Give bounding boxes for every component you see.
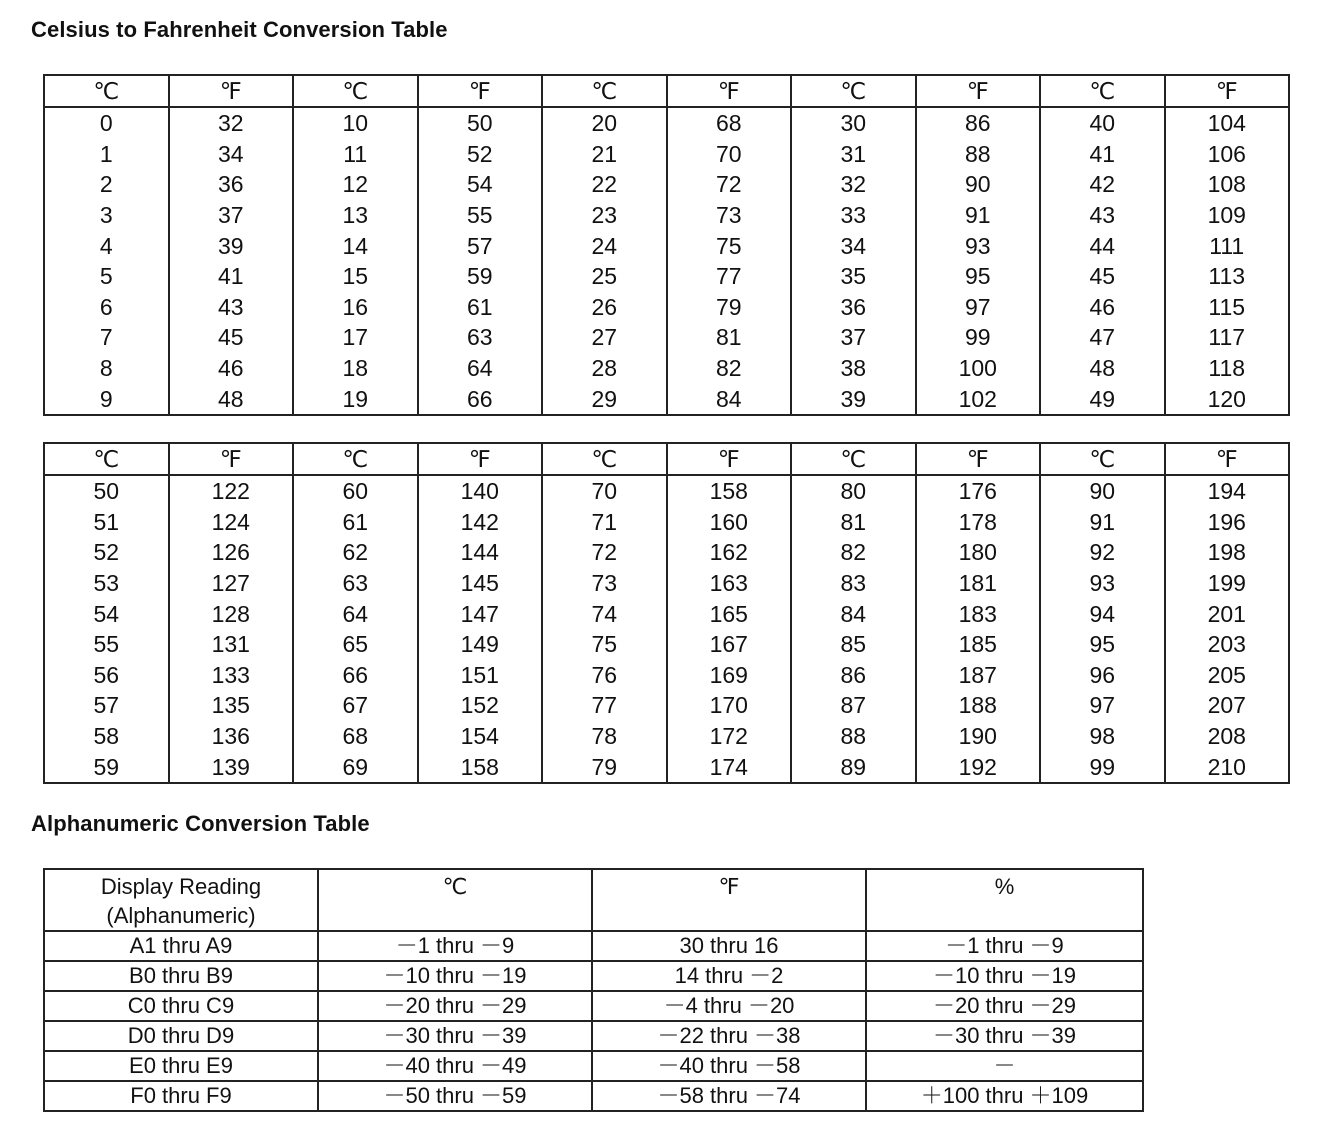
celsius-value-cell: 87 [791,690,916,721]
table-row [44,660,1289,691]
celsius-header-cell: ℃ [293,75,418,107]
fahrenheit-value-cell: 91 [916,200,1041,231]
celsius-header-cell: ℃ [1040,75,1165,107]
fahrenheit-header-cell: ℉ [916,443,1041,475]
fahrenheit-value-cell: 81 [667,322,792,353]
celsius-value-cell: 82 [791,537,916,568]
celsius-value-cell: 35 [791,261,916,292]
fahrenheit-value-cell: 72 [667,169,792,200]
fahrenheit-value-cell: 43 [169,292,294,323]
percent-range-cell: ＋100 thru ＋109 [866,1081,1143,1111]
celsius-value-cell: 42 [1040,169,1165,200]
celsius-value-cell: 91 [1040,507,1165,538]
fahrenheit-value-cell: 176 [916,475,1041,507]
celsius-value-cell: 39 [791,383,916,415]
fahrenheit-header-cell: ℉ [418,443,543,475]
table-header-row [44,443,1289,475]
celsius-value-cell: 63 [293,568,418,599]
celsius-value-cell: 60 [293,475,418,507]
celsius-value-cell: 31 [791,139,916,170]
fahrenheit-value-cell: 63 [418,322,543,353]
celsius-value-cell: 93 [1040,568,1165,599]
celsius-value-cell: 71 [542,507,667,538]
celsius-value-cell: 80 [791,475,916,507]
fahrenheit-value-cell: 139 [169,751,294,783]
table-header-row [44,869,1143,931]
celsius-value-cell: 23 [542,200,667,231]
table-row [44,322,1289,353]
fahrenheit-header-cell: ℉ [667,443,792,475]
celsius-value-cell: 10 [293,107,418,139]
fahrenheit-value-cell: 160 [667,507,792,538]
celsius-header-cell: ℃ [1040,443,1165,475]
celsius-value-cell: 86 [791,660,916,691]
celsius-value-cell: 47 [1040,322,1165,353]
fahrenheit-value-cell: 181 [916,568,1041,599]
fahrenheit-value-cell: 37 [169,200,294,231]
percent-range-cell: －30 thru －39 [866,1021,1143,1051]
fahrenheit-value-cell: 183 [916,598,1041,629]
percent-range-cell: －20 thru －29 [866,991,1143,1021]
fahrenheit-value-cell: 210 [1165,751,1290,783]
fahrenheit-value-cell: 128 [169,598,294,629]
celsius-value-cell: 48 [1040,353,1165,384]
celsius-value-cell: 56 [44,660,169,691]
celsius-value-cell: 54 [44,598,169,629]
fahrenheit-value-cell: 169 [667,660,792,691]
celsius-value-cell: 4 [44,230,169,261]
fahrenheit-header-cell: ℉ [418,75,543,107]
fahrenheit-value-cell: 151 [418,660,543,691]
celsius-value-cell: 16 [293,292,418,323]
celsius-value-cell: 74 [542,598,667,629]
table-row [44,751,1289,783]
fahrenheit-header-cell: ℉ [169,75,294,107]
fahrenheit-value-cell: 104 [1165,107,1290,139]
fahrenheit-value-cell: 144 [418,537,543,568]
celsius-value-cell: 19 [293,383,418,415]
celsius-value-cell: 37 [791,322,916,353]
fahrenheit-value-cell: 99 [916,322,1041,353]
fahrenheit-value-cell: 126 [169,537,294,568]
celsius-value-cell: 2 [44,169,169,200]
fahrenheit-value-cell: 88 [916,139,1041,170]
celsius-value-cell: 94 [1040,598,1165,629]
table-row [44,931,1143,961]
celsius-value-cell: 61 [293,507,418,538]
table-row [44,1081,1143,1111]
fahrenheit-value-cell: 162 [667,537,792,568]
celsius-value-cell: 28 [542,353,667,384]
celsius-value-cell: 46 [1040,292,1165,323]
celsius-value-cell: 65 [293,629,418,660]
table-row [44,690,1289,721]
fahrenheit-value-cell: 106 [1165,139,1290,170]
fahrenheit-value-cell: 142 [418,507,543,538]
fahrenheit-value-cell: 45 [169,322,294,353]
celsius-value-cell: 98 [1040,721,1165,752]
celsius-value-cell: 88 [791,721,916,752]
fahrenheit-value-cell: 118 [1165,353,1290,384]
fahrenheit-value-cell: 190 [916,721,1041,752]
celsius-range-cell: －30 thru －39 [318,1021,592,1051]
celsius-value-cell: 6 [44,292,169,323]
fahrenheit-value-cell: 131 [169,629,294,660]
fahrenheit-value-cell: 124 [169,507,294,538]
celsius-value-cell: 78 [542,721,667,752]
fahrenheit-value-cell: 145 [418,568,543,599]
fahrenheit-value-cell: 205 [1165,660,1290,691]
celsius-table-block-2 [43,442,1290,784]
display-reading-cell: A1 thru A9 [44,931,318,961]
celsius-header-cell: ℃ [791,75,916,107]
fahrenheit-value-cell: 207 [1165,690,1290,721]
fahrenheit-value-cell: 203 [1165,629,1290,660]
fahrenheit-value-cell: 167 [667,629,792,660]
fahrenheit-value-cell: 55 [418,200,543,231]
celsius-value-cell: 7 [44,322,169,353]
fahrenheit-value-cell: 46 [169,353,294,384]
celsius-value-cell: 24 [542,230,667,261]
fahrenheit-value-cell: 50 [418,107,543,139]
celsius-value-cell: 21 [542,139,667,170]
celsius-value-cell: 67 [293,690,418,721]
celsius-header-cell: ℃ [791,443,916,475]
fahrenheit-value-cell: 108 [1165,169,1290,200]
celsius-value-cell: 97 [1040,690,1165,721]
celsius-value-cell: 89 [791,751,916,783]
fahrenheit-value-cell: 152 [418,690,543,721]
celsius-value-cell: 36 [791,292,916,323]
fahrenheit-value-cell: 113 [1165,261,1290,292]
alpha-conversion-table [43,868,1144,1112]
alpha-table-title: Alphanumeric Conversion Table [31,811,370,836]
table-row [44,991,1143,1021]
table-row [44,629,1289,660]
fahrenheit-value-cell: 34 [169,139,294,170]
celsius-value-cell: 99 [1040,751,1165,783]
celsius-value-cell: 57 [44,690,169,721]
celsius-table-title: Celsius to Fahrenheit Conversion Table [31,17,448,42]
percent-range-cell: －10 thru －19 [866,961,1143,991]
fahrenheit-range-cell: 14 thru －2 [592,961,866,991]
fahrenheit-value-cell: 174 [667,751,792,783]
celsius-value-cell: 1 [44,139,169,170]
table-row [44,598,1289,629]
fahrenheit-value-cell: 140 [418,475,543,507]
table-row [44,537,1289,568]
fahrenheit-value-cell: 135 [169,690,294,721]
celsius-value-cell: 38 [791,353,916,384]
fahrenheit-value-cell: 201 [1165,598,1290,629]
celsius-value-cell: 44 [1040,230,1165,261]
fahrenheit-value-cell: 77 [667,261,792,292]
celsius-value-cell: 9 [44,383,169,415]
celsius-value-cell: 11 [293,139,418,170]
celsius-value-cell: 13 [293,200,418,231]
celsius-value-cell: 72 [542,537,667,568]
fahrenheit-value-cell: 61 [418,292,543,323]
celsius-value-cell: 41 [1040,139,1165,170]
celsius-header-cell: ℃ [542,443,667,475]
table-row [44,261,1289,292]
celsius-value-cell: 18 [293,353,418,384]
celsius-value-cell: 25 [542,261,667,292]
celsius-value-cell: 3 [44,200,169,231]
celsius-value-cell: 40 [1040,107,1165,139]
celsius-value-cell: 73 [542,568,667,599]
fahrenheit-range-cell: －4 thru －20 [592,991,866,1021]
fahrenheit-value-cell: 36 [169,169,294,200]
celsius-value-cell: 33 [791,200,916,231]
fahrenheit-value-cell: 147 [418,598,543,629]
celsius-value-cell: 49 [1040,383,1165,415]
celsius-value-cell: 12 [293,169,418,200]
celsius-value-cell: 51 [44,507,169,538]
table-row [44,292,1289,323]
fahrenheit-value-cell: 111 [1165,230,1290,261]
celsius-value-cell: 45 [1040,261,1165,292]
fahrenheit-value-cell: 84 [667,383,792,415]
celsius-header-cell: ℃ [293,443,418,475]
fahrenheit-value-cell: 198 [1165,537,1290,568]
display-reading-cell: B0 thru B9 [44,961,318,991]
fahrenheit-value-cell: 75 [667,230,792,261]
celsius-value-cell: 85 [791,629,916,660]
fahrenheit-value-cell: 100 [916,353,1041,384]
fahrenheit-value-cell: 32 [169,107,294,139]
celsius-value-cell: 62 [293,537,418,568]
celsius-range-cell: －1 thru －9 [318,931,592,961]
fahrenheit-value-cell: 180 [916,537,1041,568]
celsius-header-cell: ℃ [44,443,169,475]
fahrenheit-value-cell: 95 [916,261,1041,292]
celsius-value-cell: 50 [44,475,169,507]
celsius-header-cell: ℃ [318,869,592,931]
celsius-value-cell: 96 [1040,660,1165,691]
percent-header-cell: % [866,869,1143,931]
fahrenheit-value-cell: 97 [916,292,1041,323]
celsius-value-cell: 52 [44,537,169,568]
fahrenheit-value-cell: 57 [418,230,543,261]
celsius-value-cell: 53 [44,568,169,599]
celsius-range-cell: －20 thru －29 [318,991,592,1021]
table-row [44,230,1289,261]
celsius-value-cell: 64 [293,598,418,629]
fahrenheit-value-cell: 115 [1165,292,1290,323]
celsius-value-cell: 58 [44,721,169,752]
celsius-value-cell: 29 [542,383,667,415]
fahrenheit-header-cell: ℉ [667,75,792,107]
table-row [44,353,1289,384]
table-row [44,568,1289,599]
fahrenheit-value-cell: 163 [667,568,792,599]
fahrenheit-value-cell: 39 [169,230,294,261]
celsius-value-cell: 20 [542,107,667,139]
celsius-value-cell: 75 [542,629,667,660]
table-row [44,200,1289,231]
celsius-value-cell: 26 [542,292,667,323]
celsius-value-cell: 90 [1040,475,1165,507]
celsius-value-cell: 70 [542,475,667,507]
display-reading-header: Display Reading (Alphanumeric) [44,869,318,931]
fahrenheit-header-cell: ℉ [1165,443,1290,475]
fahrenheit-value-cell: 109 [1165,200,1290,231]
fahrenheit-value-cell: 185 [916,629,1041,660]
display-reading-cell: D0 thru D9 [44,1021,318,1051]
percent-range-cell: － [866,1051,1143,1081]
fahrenheit-value-cell: 90 [916,169,1041,200]
celsius-value-cell: 5 [44,261,169,292]
display-reading-cell: C0 thru C9 [44,991,318,1021]
fahrenheit-header-cell: ℉ [592,869,866,931]
celsius-value-cell: 81 [791,507,916,538]
table-row [44,507,1289,538]
fahrenheit-value-cell: 192 [916,751,1041,783]
fahrenheit-range-cell: 30 thru 16 [592,931,866,961]
celsius-value-cell: 8 [44,353,169,384]
fahrenheit-value-cell: 52 [418,139,543,170]
celsius-value-cell: 27 [542,322,667,353]
fahrenheit-value-cell: 70 [667,139,792,170]
fahrenheit-value-cell: 188 [916,690,1041,721]
celsius-header-cell: ℃ [542,75,667,107]
fahrenheit-value-cell: 158 [418,751,543,783]
fahrenheit-range-cell: －58 thru －74 [592,1081,866,1111]
celsius-value-cell: 92 [1040,537,1165,568]
celsius-value-cell: 95 [1040,629,1165,660]
fahrenheit-value-cell: 158 [667,475,792,507]
table-row [44,139,1289,170]
celsius-value-cell: 0 [44,107,169,139]
fahrenheit-value-cell: 79 [667,292,792,323]
celsius-value-cell: 66 [293,660,418,691]
fahrenheit-value-cell: 120 [1165,383,1290,415]
celsius-header-cell: ℃ [44,75,169,107]
celsius-range-cell: －40 thru －49 [318,1051,592,1081]
table-row [44,169,1289,200]
celsius-value-cell: 32 [791,169,916,200]
table-header-row [44,75,1289,107]
fahrenheit-value-cell: 133 [169,660,294,691]
fahrenheit-value-cell: 54 [418,169,543,200]
celsius-value-cell: 83 [791,568,916,599]
fahrenheit-header-cell: ℉ [916,75,1041,107]
fahrenheit-value-cell: 199 [1165,568,1290,599]
celsius-range-cell: －50 thru －59 [318,1081,592,1111]
celsius-value-cell: 77 [542,690,667,721]
table-row [44,961,1143,991]
fahrenheit-value-cell: 194 [1165,475,1290,507]
fahrenheit-value-cell: 86 [916,107,1041,139]
fahrenheit-value-cell: 154 [418,721,543,752]
display-reading-cell: F0 thru F9 [44,1081,318,1111]
fahrenheit-range-cell: －40 thru －58 [592,1051,866,1081]
fahrenheit-value-cell: 93 [916,230,1041,261]
celsius-value-cell: 14 [293,230,418,261]
fahrenheit-value-cell: 196 [1165,507,1290,538]
celsius-value-cell: 68 [293,721,418,752]
celsius-value-cell: 17 [293,322,418,353]
celsius-value-cell: 43 [1040,200,1165,231]
celsius-value-cell: 55 [44,629,169,660]
celsius-table-block-1 [43,74,1290,416]
table-row [44,1021,1143,1051]
celsius-value-cell: 84 [791,598,916,629]
fahrenheit-value-cell: 122 [169,475,294,507]
celsius-value-cell: 34 [791,230,916,261]
display-reading-cell: E0 thru E9 [44,1051,318,1081]
table-row [44,1051,1143,1081]
celsius-value-cell: 30 [791,107,916,139]
fahrenheit-value-cell: 102 [916,383,1041,415]
fahrenheit-value-cell: 82 [667,353,792,384]
celsius-value-cell: 59 [44,751,169,783]
celsius-value-cell: 76 [542,660,667,691]
fahrenheit-value-cell: 165 [667,598,792,629]
celsius-range-cell: －10 thru －19 [318,961,592,991]
fahrenheit-value-cell: 117 [1165,322,1290,353]
fahrenheit-value-cell: 59 [418,261,543,292]
fahrenheit-value-cell: 73 [667,200,792,231]
fahrenheit-value-cell: 48 [169,383,294,415]
fahrenheit-value-cell: 208 [1165,721,1290,752]
fahrenheit-value-cell: 127 [169,568,294,599]
fahrenheit-range-cell: －22 thru －38 [592,1021,866,1051]
percent-range-cell: －1 thru －9 [866,931,1143,961]
fahrenheit-value-cell: 66 [418,383,543,415]
fahrenheit-value-cell: 64 [418,353,543,384]
celsius-value-cell: 22 [542,169,667,200]
table-row [44,721,1289,752]
table-row [44,107,1289,139]
fahrenheit-value-cell: 149 [418,629,543,660]
table-row [44,475,1289,507]
table-row [44,383,1289,415]
fahrenheit-value-cell: 136 [169,721,294,752]
fahrenheit-value-cell: 172 [667,721,792,752]
fahrenheit-header-cell: ℉ [169,443,294,475]
celsius-value-cell: 15 [293,261,418,292]
fahrenheit-value-cell: 68 [667,107,792,139]
celsius-value-cell: 79 [542,751,667,783]
fahrenheit-header-cell: ℉ [1165,75,1290,107]
fahrenheit-value-cell: 178 [916,507,1041,538]
fahrenheit-value-cell: 170 [667,690,792,721]
celsius-value-cell: 69 [293,751,418,783]
fahrenheit-value-cell: 187 [916,660,1041,691]
fahrenheit-value-cell: 41 [169,261,294,292]
